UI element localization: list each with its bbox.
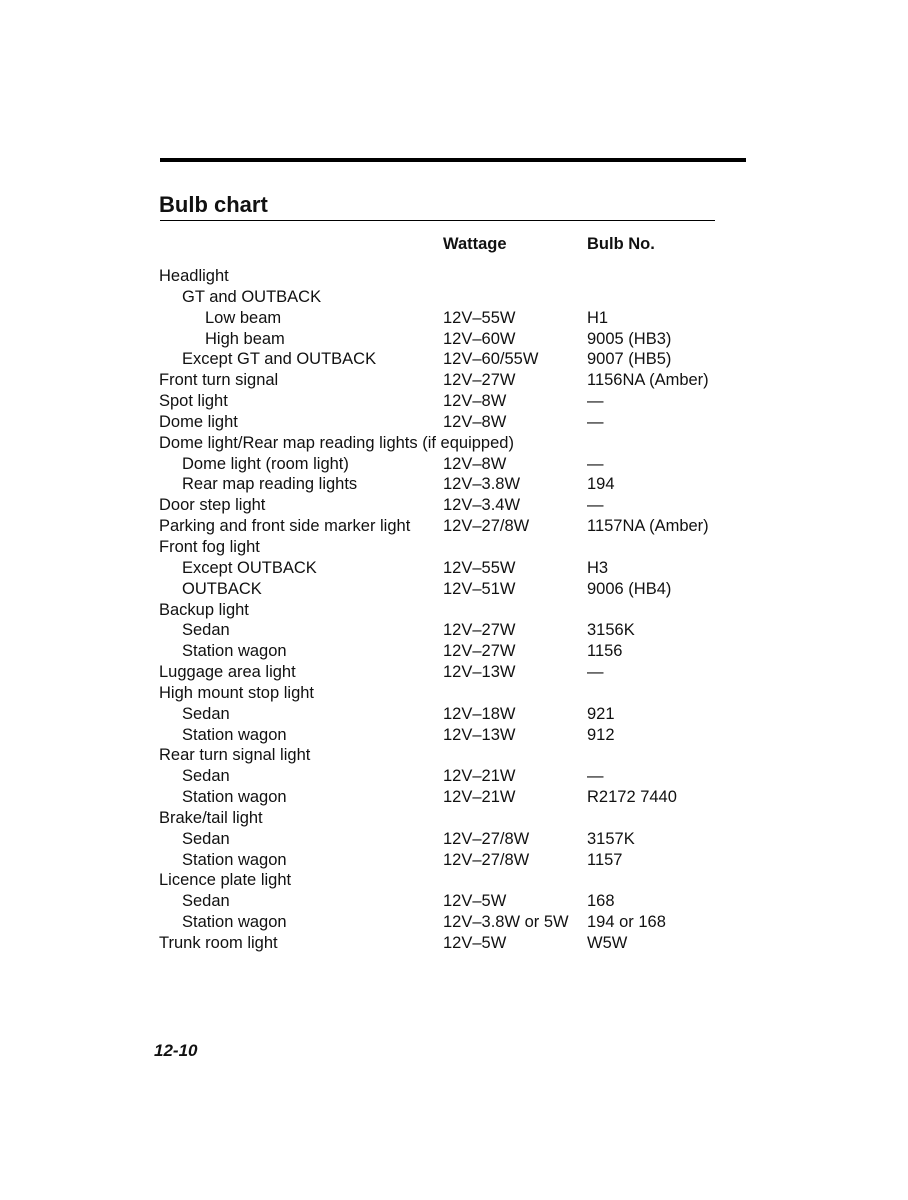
bulb-cell: 912 xyxy=(587,725,615,744)
wattage-cell: 12V–8W xyxy=(443,392,507,411)
bulb-cell: — xyxy=(587,412,604,431)
table-row xyxy=(159,725,759,746)
wattage-cell: 12V–27/8W xyxy=(443,850,530,869)
bulb-cell: — xyxy=(587,663,604,682)
table-row xyxy=(159,933,759,954)
item-cell: Dome light xyxy=(159,412,238,431)
item-cell: Front fog light xyxy=(159,537,260,556)
item-cell: Parking and front side marker light xyxy=(159,517,411,536)
table-row xyxy=(159,537,759,558)
table-row xyxy=(159,891,759,912)
table-row xyxy=(159,412,759,433)
table-row xyxy=(159,850,759,871)
table-row xyxy=(159,662,759,683)
bulb-cell: 168 xyxy=(587,892,615,911)
table-body xyxy=(159,266,759,954)
table-row xyxy=(159,391,759,412)
item-cell: Rear map reading lights xyxy=(182,475,358,494)
item-cell: High mount stop light xyxy=(159,683,315,702)
wattage-cell: 12V–27/8W xyxy=(443,517,530,536)
page-title: Bulb chart xyxy=(159,192,268,217)
table-row xyxy=(159,349,759,370)
wattage-cell: 12V–55W xyxy=(443,558,516,577)
bulb-table xyxy=(159,234,759,954)
item-cell: Sedan xyxy=(182,767,230,786)
item-cell: Door step light xyxy=(159,496,266,515)
item-cell: Headlight xyxy=(159,267,229,285)
table-row xyxy=(159,454,759,475)
wattage-cell: 12V–27W xyxy=(443,371,516,390)
bulb-no-header: Bulb No. xyxy=(587,235,655,253)
bulb-cell: 9006 (HB4) xyxy=(587,579,672,598)
table-row xyxy=(159,474,759,495)
item-cell: Station wagon xyxy=(182,913,287,932)
bulb-cell: 9005 (HB3) xyxy=(587,329,672,348)
item-cell: Brake/tail light xyxy=(159,808,263,827)
table-row xyxy=(159,745,759,766)
bulb-cell: — xyxy=(587,496,604,515)
wattage-cell: 12V–60/55W xyxy=(443,350,539,369)
table-row xyxy=(159,287,759,308)
table-row xyxy=(159,620,759,641)
item-cell: Station wagon xyxy=(182,788,287,807)
bulb-cell: 1157 xyxy=(587,850,623,869)
table-row xyxy=(159,579,759,600)
item-cell: GT and OUTBACK xyxy=(182,287,322,306)
table-row xyxy=(159,370,759,391)
item-cell: High beam xyxy=(205,329,285,348)
item-cell: Station wagon xyxy=(182,725,287,744)
item-cell: Trunk room light xyxy=(159,934,278,952)
wattage-cell: 12V–5W xyxy=(443,892,507,911)
table-row xyxy=(159,558,759,579)
wattage-cell: 12V–55W xyxy=(443,308,516,327)
title-rule xyxy=(160,220,715,221)
wattage-cell: 12V–3.8W or 5W xyxy=(443,913,569,932)
bulb-cell: 3156K xyxy=(587,621,635,640)
item-cell: Station wagon xyxy=(182,642,287,661)
item-cell: Low beam xyxy=(205,308,282,327)
table-row xyxy=(159,600,759,621)
table-row xyxy=(159,495,759,516)
item-cell: Dome light (room light) xyxy=(182,454,349,473)
table-header xyxy=(159,234,759,256)
table-row xyxy=(159,516,759,537)
table-row xyxy=(159,329,759,350)
bulb-cell: — xyxy=(587,767,604,786)
bulb-cell: 9007 (HB5) xyxy=(587,350,672,369)
table-row xyxy=(159,787,759,808)
bulb-cell: 1156NA (Amber) xyxy=(587,371,709,390)
wattage-cell: 12V–13W xyxy=(443,663,516,682)
item-cell: Spot light xyxy=(159,392,228,411)
item-cell: Backup light xyxy=(159,600,249,619)
bulb-cell: 194 or 168 xyxy=(587,913,666,932)
top-rule xyxy=(160,158,746,162)
wattage-cell: 12V–13W xyxy=(443,725,516,744)
bulb-cell: 3157K xyxy=(587,829,635,848)
table-row xyxy=(159,808,759,829)
item-cell: Sedan xyxy=(182,892,230,911)
item-cell: Luggage area light xyxy=(159,663,296,682)
table-row xyxy=(159,766,759,787)
bulb-cell: 921 xyxy=(587,704,615,723)
bulb-cell: — xyxy=(587,454,604,473)
item-cell: Licence plate light xyxy=(159,871,292,890)
bulb-cell: — xyxy=(587,392,604,411)
wattage-header: Wattage xyxy=(443,235,507,253)
bulb-cell: R2172 7440 xyxy=(587,788,677,807)
item-cell: Sedan xyxy=(182,621,230,640)
table-row xyxy=(159,912,759,933)
wattage-cell: 12V–8W xyxy=(443,412,507,431)
item-cell: Front turn signal xyxy=(159,371,279,390)
table-row xyxy=(159,683,759,704)
wattage-cell: 12V–18W xyxy=(443,704,516,723)
table-row xyxy=(159,829,759,850)
bulb-cell: H3 xyxy=(587,558,609,577)
table-row xyxy=(159,641,759,662)
wattage-cell: 12V–60W xyxy=(443,329,516,348)
item-cell: Rear turn signal light xyxy=(159,746,311,765)
wattage-cell: 12V–5W xyxy=(443,934,507,952)
item-cell: Sedan xyxy=(182,829,230,848)
bulb-cell: 194 xyxy=(587,475,615,494)
table-row xyxy=(159,870,759,891)
table-row xyxy=(159,433,759,454)
wattage-cell: 12V–27/8W xyxy=(443,829,530,848)
wattage-cell: 12V–21W xyxy=(443,767,516,786)
wattage-cell: 12V–8W xyxy=(443,454,507,473)
table-row xyxy=(159,266,759,287)
table-row xyxy=(159,308,759,329)
wattage-cell: 12V–27W xyxy=(443,621,516,640)
bulb-cell: 1157NA (Amber) xyxy=(587,517,709,536)
page-number: 12-10 xyxy=(154,1041,198,1060)
item-cell: Sedan xyxy=(182,704,230,723)
item-cell: Dome light/Rear map reading lights (if equipped) xyxy=(159,433,514,452)
wattage-cell: 12V–27W xyxy=(443,642,516,661)
item-cell: Except GT and OUTBACK xyxy=(182,350,377,369)
bulb-cell: W5W xyxy=(587,934,628,952)
wattage-cell: 12V–21W xyxy=(443,788,516,807)
item-cell: OUTBACK xyxy=(182,579,262,598)
wattage-cell: 12V–3.4W xyxy=(443,496,521,515)
table-row xyxy=(159,704,759,725)
bulb-cell: H1 xyxy=(587,308,609,327)
item-cell: Except OUTBACK xyxy=(182,558,317,577)
wattage-cell: 12V–51W xyxy=(443,579,516,598)
item-cell: Station wagon xyxy=(182,850,287,869)
bulb-cell: 1156 xyxy=(587,642,623,661)
wattage-cell: 12V–3.8W xyxy=(443,475,521,494)
